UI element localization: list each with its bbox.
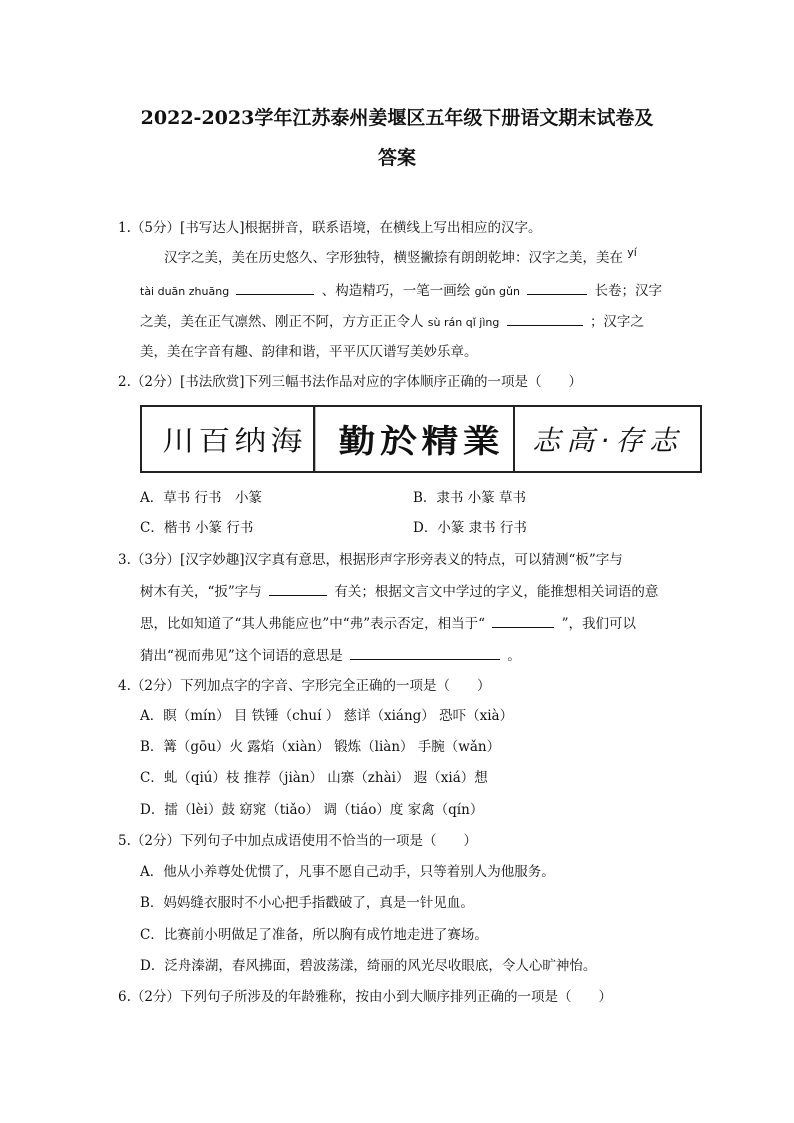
q1-line3-text-b: ；汉字之 (589, 314, 644, 330)
q1-blank-2[interactable] (527, 280, 587, 295)
q1-pinyin-2: gǔn gǔn (474, 285, 520, 298)
q4-option-c: C．虬（qiú）枝 推荐（jiàn） 山寨（zhài） 遐（xiá）想 (140, 770, 488, 786)
q1-line4: 美，美在字音有趣、韵律和谐，平平仄仄谱写美妙乐章。 (140, 344, 478, 360)
q1-line3 (140, 311, 644, 333)
calligraphy-image (140, 405, 702, 473)
q1-line3-text: 之美，美在正气凛然、刚正不阿，方方正正令人 (140, 314, 424, 330)
doc-title-line1: 2022-2023学年江苏泰州姜堰区五年级下册语文期末试卷及 (140, 107, 654, 129)
calligraphy-panel-1: 川百纳海 (162, 424, 307, 457)
q3-line3-text-b: ”，我们可以 (561, 616, 637, 632)
q4-option-a: A．瞑（mín） 目 铁锤（chuí ） 慈详（xiáng） 恐吓（xià） (140, 708, 514, 724)
q1-line2 (140, 280, 662, 302)
q5-option-a: A．他从小养尊处优惯了，凡事不愿自己动手，只等着别人为他服务。 (140, 864, 555, 880)
q3-line2 (140, 581, 658, 602)
q3-blank-3[interactable] (350, 645, 500, 660)
q2-option-d: D．小篆 隶书 行书 (413, 520, 527, 536)
q1-blank-1[interactable] (236, 280, 314, 295)
q3-blank-2[interactable] (492, 613, 554, 628)
calligraphy-panel-2: 勤於精業 (313, 407, 528, 471)
q3-line1: 3.（3分）[汉字妙趣]汉字真有意思，根据形声字形旁表义的特点，可以猜测“板”字与 (118, 552, 623, 568)
q4-stem: 4.（2分）下列加点字的字音、字形完全正确的一项是（ ） (118, 678, 491, 694)
q2-option-b: B．隶书 小篆 草书 (413, 490, 527, 506)
q3-line3 (140, 613, 636, 634)
q3-line4-text-b: 。 (507, 648, 521, 664)
q4-option-b: B．篝（gōu）火 露焰（xiàn） 锻炼（liàn） 手腕（wǎn） (140, 739, 501, 755)
q6-stem: 6.（2分）下列句子所涉及的年龄雅称，按由小到大顺序排列正确的一项是（ ） (118, 989, 612, 1005)
q3-line4 (140, 645, 521, 666)
q2-stem: 2.（2分）[书法欣赏]下列三幅书法作品对应的字体顺序正确的一项是（ ） (118, 374, 583, 390)
q1-line1 (164, 248, 637, 269)
q1-stem: 1.（5分）[书写达人]根据拼音，联系语境，在横线上写出相应的汉字。 (118, 220, 542, 236)
q5-stem: 5.（2分）下列句子中加点成语使用不恰当的一项是（ ） (118, 833, 477, 849)
q4-option-d: D．擂（lèi）鼓 窈窕（tiǎo） 调（tiáo）度 家禽（qín） (140, 802, 484, 818)
q1-line2-text-b: 长卷；汉字 (594, 283, 663, 299)
q3-line3-text-a: 思，比如知道了“其人弗能应也”中“弗”表示否定，相当于“ (140, 616, 486, 632)
doc-title-line2: 答案 (377, 147, 416, 169)
q1-line2-text: 、构造精巧，一笔一画绘 (321, 283, 471, 299)
q3-line4-text-a: 猜出“视而弗见”这个词语的意思是 (140, 648, 343, 664)
q2-option-a: A．草书 行书 小篆 (140, 490, 263, 506)
q3-blank-1[interactable] (269, 581, 327, 596)
q3-line2-text-a: 树木有关，“扳”字与 (140, 584, 262, 600)
q3-line2-text-b: 有关；根据文言文中学过的字义，能推想相关词语的意 (334, 584, 659, 600)
q2-option-c: C．楷书 小篆 行书 (140, 520, 254, 536)
q1-pinyin-1b: tài duān zhuāng (140, 285, 230, 298)
q5-option-b: B．妈妈缝衣服时不小心把手指戳破了，真是一针见血。 (140, 895, 474, 911)
q5-option-d: D．泛舟溱湖，春风拂面，碧波荡漾，绮丽的风光尽收眼底，令人心旷神怡。 (140, 958, 597, 974)
q1-blank-3[interactable] (507, 311, 583, 326)
q5-option-c: C．比赛前小明做足了准备，所以胸有成竹地走进了赛场。 (140, 927, 488, 943)
q1-pinyin-1a: yí (627, 246, 637, 259)
q1-line1-text: 汉字之美，美在历史悠久、字形独特，横竖撇捺有朗朗乾坤：汉字之美，美在 (164, 250, 623, 266)
calligraphy-panel-3: 志高·存志 (513, 407, 700, 471)
q1-pinyin-3: sù rán qǐ jìng (427, 316, 500, 329)
